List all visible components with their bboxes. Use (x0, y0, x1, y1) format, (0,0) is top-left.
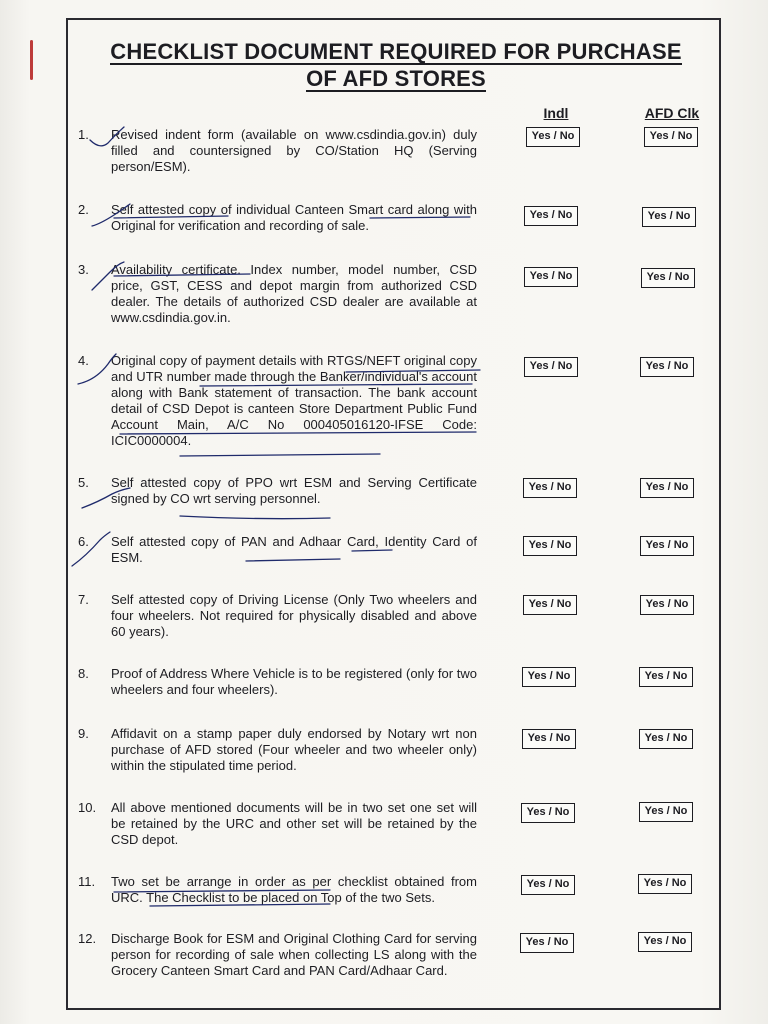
afd-yes-no-box[interactable]: Yes / No (640, 357, 694, 377)
item-text: Self attested copy of individual Canteen Smart card along with Original for verification and recording of sale. (111, 202, 477, 233)
item-number: 4. (78, 353, 89, 368)
indl-yes-no-box[interactable]: Yes / No (521, 875, 575, 895)
item-number: 7. (78, 592, 89, 607)
indl-yes-no-box[interactable]: Yes / No (526, 127, 580, 147)
afd-yes-no-box[interactable]: Yes / No (638, 932, 692, 952)
afd-yes-no-box[interactable]: Yes / No (639, 729, 693, 749)
item-text: Affidavit on a stamp paper duly endorsed by Notary wrt non purchase of AFD stored (Four wheeler and two wheeler only) within the stipulated time period. (111, 726, 477, 773)
document-title (66, 38, 726, 92)
afd-yes-no-box[interactable]: Yes / No (640, 478, 694, 498)
item-number: 10. (78, 800, 97, 815)
item-number: 8. (78, 666, 89, 681)
indl-yes-no-box[interactable]: Yes / No (523, 478, 577, 498)
afd-yes-no-box[interactable]: Yes / No (641, 268, 695, 288)
indl-yes-no-box[interactable]: Yes / No (524, 357, 578, 377)
item-text: Revised indent form (available on www.csdindia.gov.in) duly filled and countersigned by CO/Station HQ (Serving person/ESM). (111, 127, 477, 174)
afd-yes-no-box[interactable]: Yes / No (638, 874, 692, 894)
item-number: 5. (78, 475, 89, 490)
item-number: 12. (78, 931, 97, 946)
item-number: 9. (78, 726, 89, 741)
item-text: Proof of Address Where Vehicle is to be registered (only for two wheelers and four wheelers). (111, 666, 477, 697)
column-header-indl: Indl (543, 105, 569, 121)
indl-yes-no-box[interactable]: Yes / No (520, 933, 574, 953)
item-text: Self attested copy of PAN and Adhaar Card, Identity Card of ESM. (111, 534, 477, 565)
indl-yes-no-box[interactable]: Yes / No (523, 536, 577, 556)
item-number: 2. (78, 202, 89, 217)
item-text: All above mentioned documents will be in two set one set will be retained by the URC and other set will be retained by the CSD depot. (111, 800, 477, 847)
afd-yes-no-box[interactable]: Yes / No (644, 127, 698, 147)
title-line-1: CHECKLIST DOCUMENT REQUIRED FOR PURCHASE (110, 39, 682, 64)
indl-yes-no-box[interactable]: Yes / No (521, 803, 575, 823)
indl-yes-no-box[interactable]: Yes / No (523, 595, 577, 615)
item-number: 1. (78, 127, 89, 142)
indl-yes-no-box[interactable]: Yes / No (522, 667, 576, 687)
afd-yes-no-box[interactable]: Yes / No (639, 802, 693, 822)
item-text: Availability certificate. Index number, model number, CSD price, GST, CESS and depot margin from authorized CSD dealer. The details of authorized CSD dealer are available at www.csdindia.gov.in. (111, 262, 477, 325)
afd-yes-no-box[interactable]: Yes / No (640, 536, 694, 556)
afd-yes-no-box[interactable]: Yes / No (639, 667, 693, 687)
afd-yes-no-box[interactable]: Yes / No (640, 595, 694, 615)
indl-yes-no-box[interactable]: Yes / No (524, 267, 578, 287)
item-text: Original copy of payment details with RTGS/NEFT original copy and UTR number made through the Banker/individual's account along with Bank statement of transaction. The bank account detail of CSD Depot is canteen Store Department Public Fund Account Main, A/C No 000405016120-IFSE Code: ICIC0000004. (111, 353, 477, 448)
item-number: 3. (78, 262, 89, 277)
item-text: Self attested copy of PPO wrt ESM and Serving Certificate signed by CO wrt serving personnel. (111, 475, 477, 506)
indl-yes-no-box[interactable]: Yes / No (522, 729, 576, 749)
item-number: 6. (78, 534, 89, 549)
title-line-2: OF AFD STORES (306, 66, 486, 91)
afd-yes-no-box[interactable]: Yes / No (642, 207, 696, 227)
red-margin-mark (30, 40, 33, 80)
item-text: Self attested copy of Driving License (Only Two wheelers and four wheelers. Not required for physically disabled and above 60 years). (111, 592, 477, 639)
item-text: Discharge Book for ESM and Original Clothing Card for serving person for recording of sale when collecting LS along with the Grocery Canteen Smart Card and PAN Card/Adhaar Card. (111, 931, 477, 978)
column-header-afd-clk: AFD Clk (644, 105, 700, 121)
item-number: 11. (78, 874, 96, 889)
indl-yes-no-box[interactable]: Yes / No (524, 206, 578, 226)
item-text: Two set be arrange in order as per checklist obtained from URC. The Checklist to be placed on Top of the two Sets. (111, 874, 477, 905)
